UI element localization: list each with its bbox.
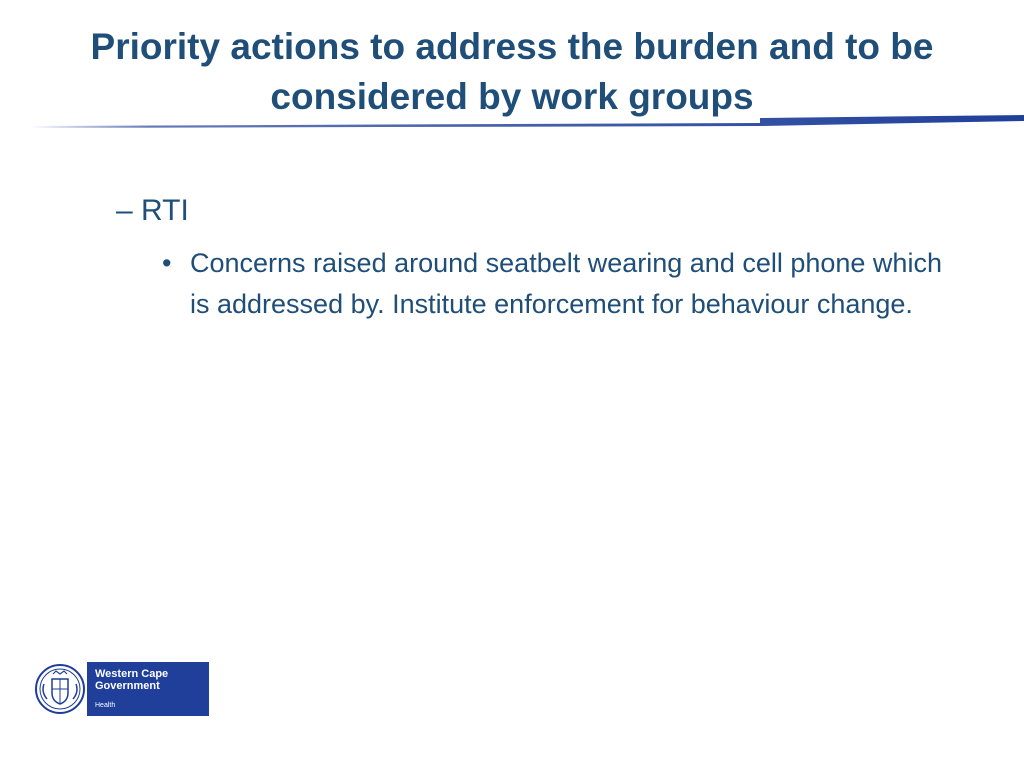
western-cape-government-logo	[33, 662, 209, 716]
bullet-level2-item	[162, 243, 962, 325]
logo-panel	[87, 662, 209, 716]
bullet-level1-rti	[116, 191, 189, 231]
logo-line-1: Western Cape	[95, 668, 169, 680]
bullet-marker: •	[162, 248, 172, 278]
title-line-1: Priority actions to address the burden and to be	[90, 26, 934, 67]
coat-of-arms-icon	[33, 662, 87, 716]
bullet-text: Concerns raised around seatbelt wearing and cell phone which is addressed by. Institute enforcement for behaviour change.	[190, 248, 942, 319]
logo-line-2: Government	[95, 680, 160, 692]
slide-title	[40, 22, 984, 122]
logo-department: Health	[95, 702, 116, 709]
title-underline	[0, 113, 1024, 129]
title-line-2: considered by work groups	[270, 76, 754, 117]
dash-marker: –	[116, 194, 142, 227]
level1-label: RTI	[141, 194, 189, 227]
